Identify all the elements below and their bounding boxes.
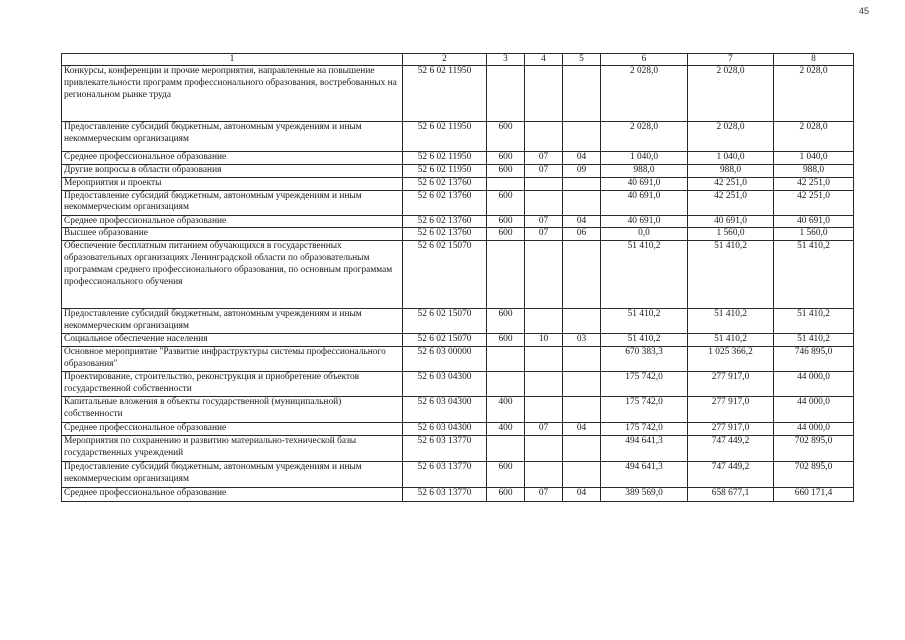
subsection: 04	[563, 423, 601, 436]
row-name: Высшее образование	[62, 228, 403, 241]
amount-col-7: 2 028,0	[688, 122, 774, 152]
row-name: Предоставление субсидий бюджетным, автономным учреждениям и иным некоммерческим организациям	[62, 122, 403, 152]
row-name: Капитальные вложения в объекты государственной (муниципальной) собственности	[62, 397, 403, 423]
amount-col-7: 988,0	[688, 164, 774, 177]
expense-type	[487, 177, 525, 190]
target-code: 52 6 02 15070	[403, 309, 487, 334]
amount-col-6: 40 691,0	[601, 190, 688, 215]
amount-col-7: 42 251,0	[688, 190, 774, 215]
row-name: Проектирование, строительство, реконструкция и приобретение объектов государственной собственности	[62, 372, 403, 397]
amount-col-7: 747 449,2	[688, 435, 774, 461]
target-code: 52 6 02 15070	[403, 241, 487, 309]
amount-col-6: 2 028,0	[601, 122, 688, 152]
table-row	[62, 164, 854, 177]
target-code: 52 6 02 13760	[403, 190, 487, 215]
row-name: Основное мероприятие "Развитие инфраструктуры системы профессионального образования"	[62, 347, 403, 372]
amount-col-7: 1 560,0	[688, 228, 774, 241]
expense-type	[487, 241, 525, 309]
amount-col-6: 40 691,0	[601, 177, 688, 190]
subsection: 09	[563, 164, 601, 177]
expense-type: 600	[487, 309, 525, 334]
amount-col-8: 746 895,0	[774, 347, 854, 372]
amount-col-8: 2 028,0	[774, 66, 854, 122]
subsection: 04	[563, 215, 601, 228]
table-row	[62, 309, 854, 334]
amount-col-7: 2 028,0	[688, 66, 774, 122]
column-number: 4	[525, 54, 563, 66]
table-row	[62, 228, 854, 241]
amount-col-7: 51 410,2	[688, 334, 774, 347]
section	[525, 241, 563, 309]
amount-col-6: 0,0	[601, 228, 688, 241]
amount-col-6: 51 410,2	[601, 309, 688, 334]
target-code: 52 6 03 00000	[403, 347, 487, 372]
amount-col-6: 40 691,0	[601, 215, 688, 228]
amount-col-6: 494 641,3	[601, 435, 688, 461]
subsection: 06	[563, 228, 601, 241]
amount-col-6: 2 028,0	[601, 66, 688, 122]
amount-col-7: 51 410,2	[688, 241, 774, 309]
table-row	[62, 487, 854, 501]
expense-type: 600	[487, 215, 525, 228]
section	[525, 66, 563, 122]
amount-col-7: 42 251,0	[688, 177, 774, 190]
row-name: Конкурсы, конференции и прочие мероприятия, направленные на повышение привлекательности программ профессионального образования, востребованных на региональном рынке труда	[62, 66, 403, 122]
column-number: 1	[62, 54, 403, 66]
target-code: 52 6 02 11950	[403, 164, 487, 177]
section: 07	[525, 228, 563, 241]
section: 07	[525, 152, 563, 165]
row-name: Предоставление субсидий бюджетным, автономным учреждениям и иным некоммерческим организациям	[62, 309, 403, 334]
column-number-row	[62, 54, 854, 66]
subsection	[563, 241, 601, 309]
target-code: 52 6 02 13760	[403, 215, 487, 228]
subsection: 04	[563, 487, 601, 501]
amount-col-8: 988,0	[774, 164, 854, 177]
section: 07	[525, 423, 563, 436]
expense-type: 600	[487, 190, 525, 215]
amount-col-8: 42 251,0	[774, 190, 854, 215]
target-code: 52 6 02 11950	[403, 152, 487, 165]
row-name: Мероприятия и проекты	[62, 177, 403, 190]
section	[525, 177, 563, 190]
expense-type: 600	[487, 152, 525, 165]
column-number: 3	[487, 54, 525, 66]
subsection	[563, 397, 601, 423]
table-row	[62, 152, 854, 165]
amount-col-8: 2 028,0	[774, 122, 854, 152]
expense-type: 600	[487, 228, 525, 241]
expense-type: 600	[487, 461, 525, 487]
target-code: 52 6 03 13770	[403, 461, 487, 487]
row-name: Среднее профессиональное образование	[62, 487, 403, 501]
subsection	[563, 190, 601, 215]
section	[525, 397, 563, 423]
expense-type	[487, 435, 525, 461]
subsection	[563, 347, 601, 372]
section	[525, 347, 563, 372]
section	[525, 372, 563, 397]
amount-col-8: 51 410,2	[774, 241, 854, 309]
column-number: 2	[403, 54, 487, 66]
amount-col-8: 702 895,0	[774, 461, 854, 487]
row-name: Предоставление субсидий бюджетным, автономным учреждениям и иным некоммерческим организациям	[62, 461, 403, 487]
amount-col-6: 175 742,0	[601, 372, 688, 397]
expense-type: 400	[487, 423, 525, 436]
table-body	[62, 66, 854, 502]
target-code: 52 6 03 04300	[403, 423, 487, 436]
target-code: 52 6 02 11950	[403, 122, 487, 152]
section	[525, 435, 563, 461]
table-row	[62, 66, 854, 122]
amount-col-6: 494 641,3	[601, 461, 688, 487]
amount-col-7: 277 917,0	[688, 423, 774, 436]
table-row	[62, 397, 854, 423]
table-row	[62, 122, 854, 152]
row-name: Мероприятия по сохранению и развитию материально-технической базы государственных учреждений	[62, 435, 403, 461]
table-row	[62, 372, 854, 397]
subsection	[563, 122, 601, 152]
expense-type: 400	[487, 397, 525, 423]
table-row	[62, 423, 854, 436]
column-number: 7	[688, 54, 774, 66]
amount-col-6: 988,0	[601, 164, 688, 177]
subsection: 03	[563, 334, 601, 347]
table-row	[62, 190, 854, 215]
amount-col-8: 1 040,0	[774, 152, 854, 165]
subsection	[563, 309, 601, 334]
table-row	[62, 435, 854, 461]
section	[525, 122, 563, 152]
amount-col-7: 1 040,0	[688, 152, 774, 165]
amount-col-8: 40 691,0	[774, 215, 854, 228]
table-row	[62, 347, 854, 372]
section: 10	[525, 334, 563, 347]
amount-col-7: 51 410,2	[688, 309, 774, 334]
section	[525, 190, 563, 215]
amount-col-6: 175 742,0	[601, 397, 688, 423]
section	[525, 309, 563, 334]
amount-col-8: 1 560,0	[774, 228, 854, 241]
column-number: 5	[563, 54, 601, 66]
row-name: Обеспечение бесплатным питанием обучающихся в государственных образовательных организациях Ленинградской области по образовательным программам среднего профессионального образования, по основным программам профессионального обучения	[62, 241, 403, 309]
budget-table	[61, 53, 854, 502]
subsection	[563, 66, 601, 122]
amount-col-8: 660 171,4	[774, 487, 854, 501]
column-number: 8	[774, 54, 854, 66]
target-code: 52 6 02 15070	[403, 334, 487, 347]
row-name: Другие вопросы в области образования	[62, 164, 403, 177]
row-name: Социальное обеспечение населения	[62, 334, 403, 347]
amount-col-6: 670 383,3	[601, 347, 688, 372]
subsection	[563, 177, 601, 190]
expense-type	[487, 347, 525, 372]
subsection: 04	[563, 152, 601, 165]
target-code: 52 6 03 04300	[403, 397, 487, 423]
amount-col-7: 277 917,0	[688, 397, 774, 423]
section	[525, 461, 563, 487]
amount-col-6: 51 410,2	[601, 241, 688, 309]
row-name: Среднее профессиональное образование	[62, 423, 403, 436]
amount-col-7: 40 691,0	[688, 215, 774, 228]
amount-col-8: 44 000,0	[774, 423, 854, 436]
amount-col-8: 702 895,0	[774, 435, 854, 461]
expense-type	[487, 372, 525, 397]
target-code: 52 6 03 04300	[403, 372, 487, 397]
table-row	[62, 215, 854, 228]
table-row	[62, 461, 854, 487]
target-code: 52 6 02 13760	[403, 177, 487, 190]
amount-col-8: 44 000,0	[774, 372, 854, 397]
section: 07	[525, 215, 563, 228]
amount-col-7: 1 025 366,2	[688, 347, 774, 372]
amount-col-6: 51 410,2	[601, 334, 688, 347]
expense-type	[487, 66, 525, 122]
amount-col-8: 51 410,2	[774, 334, 854, 347]
amount-col-8: 42 251,0	[774, 177, 854, 190]
subsection	[563, 435, 601, 461]
amount-col-7: 277 917,0	[688, 372, 774, 397]
table-row	[62, 334, 854, 347]
row-name: Среднее профессиональное образование	[62, 215, 403, 228]
row-name: Предоставление субсидий бюджетным, автономным учреждениям и иным некоммерческим организациям	[62, 190, 403, 215]
amount-col-7: 658 677,1	[688, 487, 774, 501]
amount-col-6: 389 569,0	[601, 487, 688, 501]
section: 07	[525, 164, 563, 177]
amount-col-8: 51 410,2	[774, 309, 854, 334]
subsection	[563, 372, 601, 397]
amount-col-7: 747 449,2	[688, 461, 774, 487]
table-row	[62, 241, 854, 309]
amount-col-6: 1 040,0	[601, 152, 688, 165]
subsection	[563, 461, 601, 487]
target-code: 52 6 03 13770	[403, 487, 487, 501]
expense-type: 600	[487, 334, 525, 347]
target-code: 52 6 02 11950	[403, 66, 487, 122]
section: 07	[525, 487, 563, 501]
target-code: 52 6 03 13770	[403, 435, 487, 461]
table-row	[62, 177, 854, 190]
amount-col-8: 44 000,0	[774, 397, 854, 423]
amount-col-6: 175 742,0	[601, 423, 688, 436]
expense-type: 600	[487, 164, 525, 177]
expense-type: 600	[487, 487, 525, 501]
expense-type: 600	[487, 122, 525, 152]
column-number: 6	[601, 54, 688, 66]
page-number: 45	[858, 6, 869, 16]
target-code: 52 6 02 13760	[403, 228, 487, 241]
row-name: Среднее профессиональное образование	[62, 152, 403, 165]
